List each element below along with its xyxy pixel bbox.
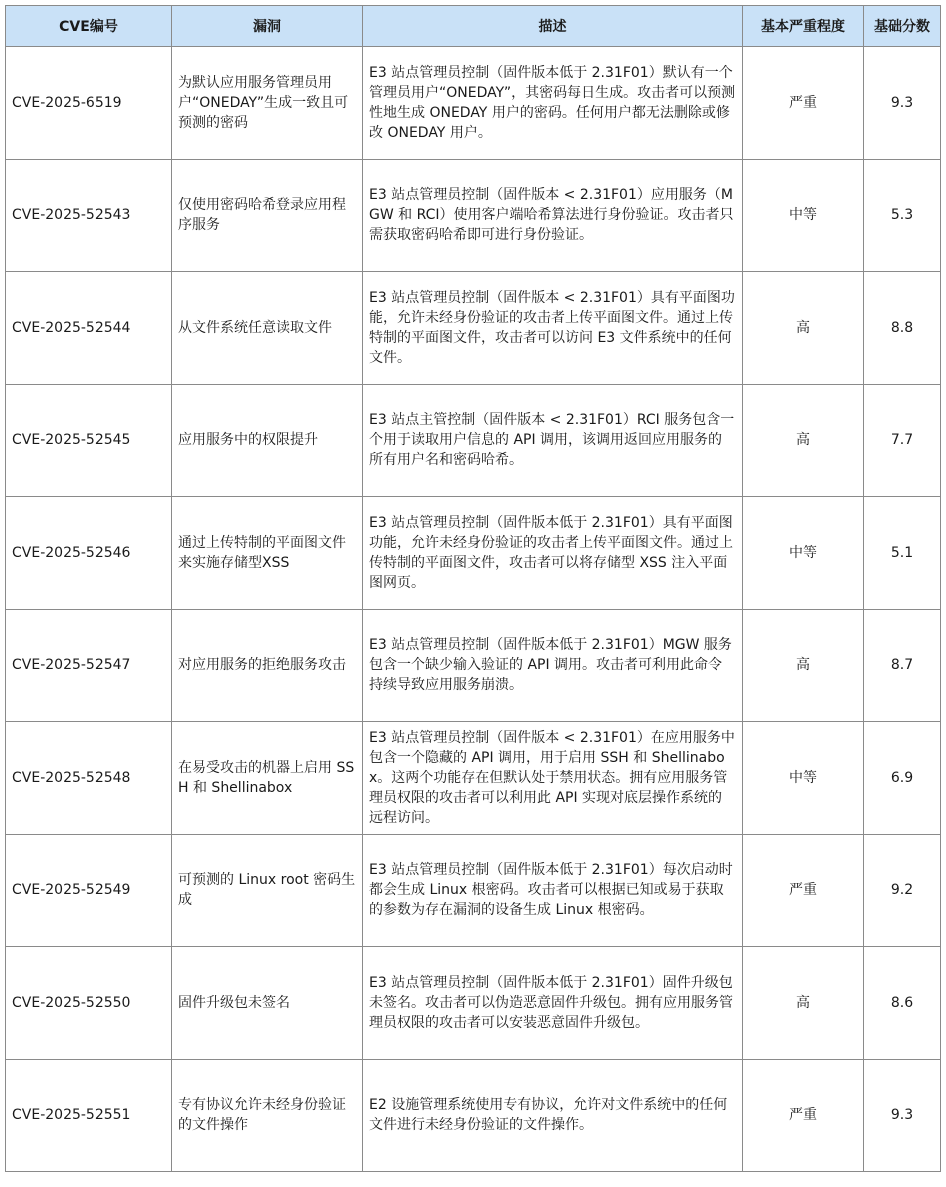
desc-cell: E3 站点管理员控制（固件版本低于 2.31F01）MGW 服务包含一个缺少输入验证的 API 调用。攻击者可利用此命令持续导致应用服务崩溃。 <box>363 609 743 722</box>
severity-cell: 严重 <box>743 1059 864 1172</box>
cve-id-cell: CVE-2025-52548 <box>6 722 172 835</box>
score-cell: 6.9 <box>864 722 941 835</box>
table-row <box>6 384 941 497</box>
severity-cell: 高 <box>743 272 864 385</box>
cve-id-cell: CVE-2025-6519 <box>6 47 172 160</box>
severity-cell: 中等 <box>743 497 864 610</box>
vuln-cell: 固件升级包未签名 <box>172 947 363 1060</box>
score-cell: 9.2 <box>864 834 941 947</box>
vuln-cell: 应用服务中的权限提升 <box>172 384 363 497</box>
header-vuln: 漏洞 <box>172 6 363 47</box>
score-cell: 5.1 <box>864 497 941 610</box>
desc-cell: E3 站点管理员控制（固件版本低于 2.31F01）固件升级包未签名。攻击者可以伪造恶意固件升级包。拥有应用服务管理员权限的攻击者可以安装恶意固件升级包。 <box>363 947 743 1060</box>
score-cell: 9.3 <box>864 47 941 160</box>
severity-cell: 高 <box>743 947 864 1060</box>
vuln-cell: 通过上传特制的平面图文件来实施存储型XSS <box>172 497 363 610</box>
header-row <box>6 6 941 47</box>
table-row <box>6 497 941 610</box>
cve-id-cell: CVE-2025-52549 <box>6 834 172 947</box>
table-row <box>6 834 941 947</box>
table-row <box>6 272 941 385</box>
table-row <box>6 1059 941 1172</box>
desc-cell: E3 站点主管控制（固件版本 < 2.31F01）RCI 服务包含一个用于读取用户信息的 API 调用，该调用返回应用服务的所有用户名和密码哈希。 <box>363 384 743 497</box>
cve-id-cell: CVE-2025-52545 <box>6 384 172 497</box>
table-row <box>6 47 941 160</box>
header-severity: 基本严重程度 <box>743 6 864 47</box>
severity-cell: 高 <box>743 609 864 722</box>
cve-id-cell: CVE-2025-52543 <box>6 159 172 272</box>
score-cell: 7.7 <box>864 384 941 497</box>
vuln-cell: 为默认应用服务管理员用户“ONEDAY”生成一致且可预测的密码 <box>172 47 363 160</box>
vuln-cell: 从文件系统任意读取文件 <box>172 272 363 385</box>
desc-cell: E3 站点管理员控制（固件版本 < 2.31F01）在应用服务中包含一个隐藏的 API 调用，用于启用 SSH 和 Shellinabox。这两个功能存在但默认处于禁用状态。拥有应用服务管理员权限的攻击者可以利用此 API 实现对底层操作系统的远程访问。 <box>363 722 743 835</box>
cve-id-cell: CVE-2025-52546 <box>6 497 172 610</box>
desc-cell: E3 站点管理员控制（固件版本 < 2.31F01）应用服务（MGW 和 RCI）使用客户端哈希算法进行身份验证。攻击者只需获取密码哈希即可进行身份验证。 <box>363 159 743 272</box>
vuln-cell: 专有协议允许未经身份验证的文件操作 <box>172 1059 363 1172</box>
severity-cell: 中等 <box>743 722 864 835</box>
severity-cell: 中等 <box>743 159 864 272</box>
desc-cell: E3 站点管理员控制（固件版本低于 2.31F01）默认有一个管理员用户“ONEDAY”，其密码每日生成。攻击者可以预测性地生成 ONEDAY 用户的密码。任何用户都无法删除或修改 ONEDAY 用户。 <box>363 47 743 160</box>
desc-cell: E3 站点管理员控制（固件版本 < 2.31F01）具有平面图功能，允许未经身份验证的攻击者上传平面图文件。通过上传特制的平面图文件，攻击者可以访问 E3 文件系统中的任何文件。 <box>363 272 743 385</box>
table-row <box>6 609 941 722</box>
table-body <box>6 47 941 1172</box>
vuln-cell: 仅使用密码哈希登录应用程序服务 <box>172 159 363 272</box>
score-cell: 8.7 <box>864 609 941 722</box>
cve-id-cell: CVE-2025-52551 <box>6 1059 172 1172</box>
table-row <box>6 722 941 835</box>
desc-cell: E3 站点管理员控制（固件版本低于 2.31F01）每次启动时都会生成 Linux 根密码。攻击者可以根据已知或易于获取的参数为存在漏洞的设备生成 Linux 根密码。 <box>363 834 743 947</box>
table-row <box>6 159 941 272</box>
score-cell: 8.8 <box>864 272 941 385</box>
severity-cell: 严重 <box>743 47 864 160</box>
score-cell: 5.3 <box>864 159 941 272</box>
table-row <box>6 947 941 1060</box>
severity-cell: 严重 <box>743 834 864 947</box>
header-cve-id: CVE编号 <box>6 6 172 47</box>
vuln-cell: 在易受攻击的机器上启用 SSH 和 Shellinabox <box>172 722 363 835</box>
score-cell: 8.6 <box>864 947 941 1060</box>
cve-id-cell: CVE-2025-52550 <box>6 947 172 1060</box>
desc-cell: E2 设施管理系统使用专有协议，允许对文件系统中的任何文件进行未经身份验证的文件操作。 <box>363 1059 743 1172</box>
cve-id-cell: CVE-2025-52544 <box>6 272 172 385</box>
cve-table <box>5 5 941 1172</box>
score-cell: 9.3 <box>864 1059 941 1172</box>
cve-id-cell: CVE-2025-52547 <box>6 609 172 722</box>
severity-cell: 高 <box>743 384 864 497</box>
header-score: 基础分数 <box>864 6 941 47</box>
header-desc: 描述 <box>363 6 743 47</box>
vuln-cell: 对应用服务的拒绝服务攻击 <box>172 609 363 722</box>
vuln-cell: 可预测的 Linux root 密码生成 <box>172 834 363 947</box>
desc-cell: E3 站点管理员控制（固件版本低于 2.31F01）具有平面图功能，允许未经身份验证的攻击者上传平面图文件。通过上传特制的平面图文件，攻击者可以将存储型 XSS 注入平面图网页。 <box>363 497 743 610</box>
